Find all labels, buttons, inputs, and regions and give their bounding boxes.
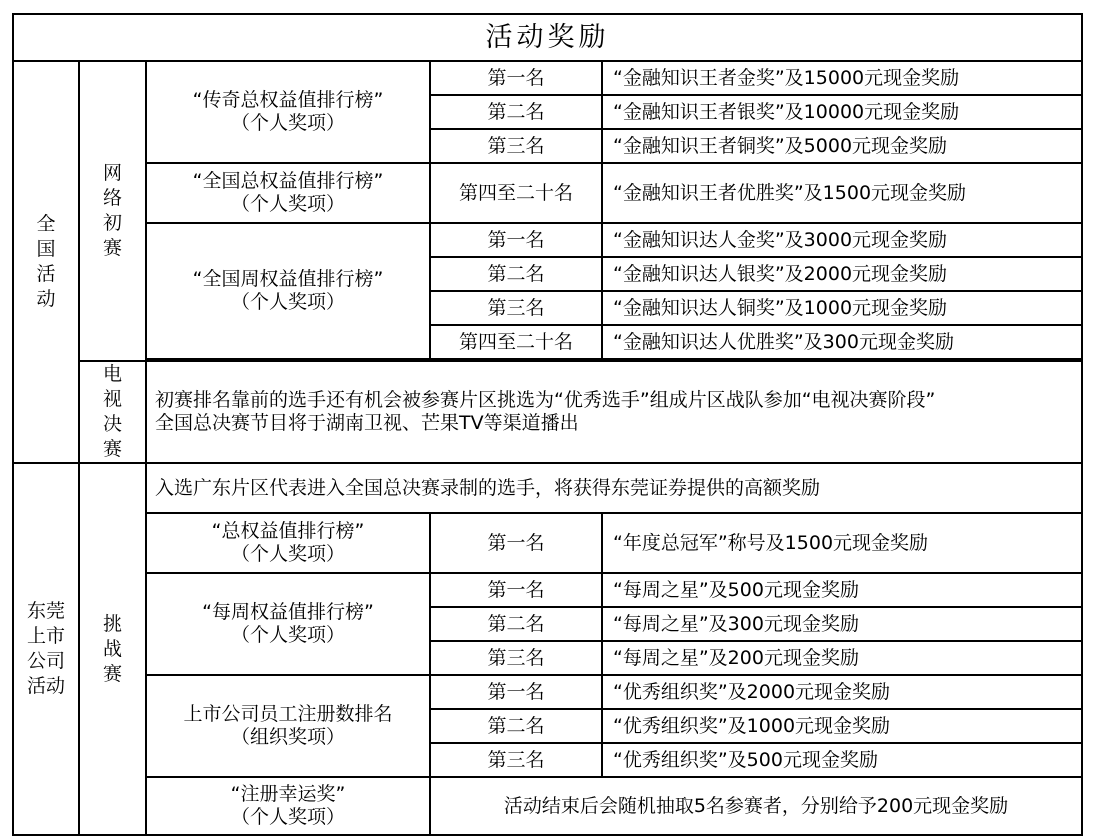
table-row <box>13 513 1082 573</box>
board-type: （个人奖项） <box>230 806 345 828</box>
rank-cell: 第四至二十名 <box>430 325 602 359</box>
reward-table <box>12 13 1083 836</box>
reward-cell: “金融知识达人银奖”及2000元现金奖励 <box>602 257 1082 291</box>
ranking-board-name <box>146 163 430 223</box>
board-title: “全国周权益值排行榜” <box>192 268 384 290</box>
reward-cell: “金融知识达人金奖”及3000元现金奖励 <box>602 223 1082 257</box>
reward-cell: “每周之星”及200元现金奖励 <box>602 641 1082 675</box>
ranking-board-name <box>146 675 430 777</box>
reward-cell: “金融知识王者金奖”及15000元现金奖励 <box>602 61 1082 95</box>
rank-cell: 第一名 <box>430 61 602 95</box>
reward-cell: “年度总冠军”称号及1500元现金奖励 <box>602 513 1082 573</box>
board-type: （个人奖项） <box>230 112 345 134</box>
board-type: （组织奖项） <box>230 726 345 748</box>
table-row <box>13 61 1082 95</box>
table-row <box>13 675 1082 709</box>
table-row <box>13 463 1082 513</box>
tv-final-text-2: 全国总决赛节目将于湖南卫视、芒果TV等渠道播出 <box>155 412 579 434</box>
tv-final-text-1: 初赛排名靠前的选手还有机会被参赛片区挑选为“优秀选手”组成片区战队参加“电视决赛阶段” <box>155 389 936 411</box>
board-title: “总权益值排行榜” <box>211 520 365 542</box>
board-title: “注册幸运奖” <box>230 783 346 805</box>
table-row <box>13 777 1082 835</box>
rank-cell: 第三名 <box>430 291 602 325</box>
lucky-draw-reward: 活动结束后会随机抽取5名参赛者，分别给予200元现金奖励 <box>430 777 1082 835</box>
reward-cell: “金融知识达人铜奖”及1000元现金奖励 <box>602 291 1082 325</box>
rank-cell: 第一名 <box>430 573 602 607</box>
rank-cell: 第二名 <box>430 95 602 129</box>
reward-cell: “每周之星”及500元现金奖励 <box>602 573 1082 607</box>
reward-cell: “金融知识达人优胜奖”及300元现金奖励 <box>602 325 1082 359</box>
board-title: “全国总权益值排行榜” <box>192 170 384 192</box>
rank-cell: 第四至二十名 <box>430 163 602 223</box>
board-type: （个人奖项） <box>230 193 345 215</box>
rank-cell: 第一名 <box>430 223 602 257</box>
board-type: （个人奖项） <box>230 543 345 565</box>
reward-cell: “优秀组织奖”及1000元现金奖励 <box>602 709 1082 743</box>
table-title: 活动奖励 <box>13 14 1082 61</box>
category-national: 全 国 活 动 <box>13 61 79 463</box>
ranking-board-name <box>146 61 430 163</box>
rank-cell: 第二名 <box>430 709 602 743</box>
rank-cell: 第一名 <box>430 513 602 573</box>
board-title: “每周权益值排行榜” <box>202 601 374 623</box>
ranking-board-name <box>146 223 430 359</box>
subcategory-prelim: 网 络 初 赛 <box>79 61 146 361</box>
table-row <box>13 573 1082 607</box>
ranking-board-name <box>146 513 430 573</box>
table-row <box>13 163 1082 223</box>
board-title: “传奇总权益值排行榜” <box>192 89 384 111</box>
ranking-board-name <box>146 573 430 675</box>
challenge-intro: 入选广东片区代表进入全国总决赛录制的选手，将获得东莞证券提供的高额奖励 <box>146 463 1082 513</box>
table-row <box>13 223 1082 257</box>
rank-cell: 第三名 <box>430 743 602 777</box>
table-row <box>13 361 1082 463</box>
rank-cell: 第三名 <box>430 129 602 163</box>
subcategory-challenge: 挑 战 赛 <box>79 463 146 835</box>
category-dongguan: 东莞 上市 公司 活动 <box>13 463 79 835</box>
subcategory-tv-final: 电视 决赛 <box>79 361 146 463</box>
rank-cell: 第二名 <box>430 257 602 291</box>
board-type: （个人奖项） <box>230 291 345 313</box>
reward-cell: “优秀组织奖”及2000元现金奖励 <box>602 675 1082 709</box>
rank-cell: 第二名 <box>430 607 602 641</box>
reward-cell: “每周之星”及300元现金奖励 <box>602 607 1082 641</box>
board-title: 上市公司员工注册数排名 <box>183 703 393 725</box>
reward-cell: “金融知识王者银奖”及10000元现金奖励 <box>602 95 1082 129</box>
rank-cell: 第三名 <box>430 641 602 675</box>
title-row <box>13 14 1082 61</box>
rank-cell: 第一名 <box>430 675 602 709</box>
board-type: （个人奖项） <box>230 624 345 646</box>
ranking-board-name <box>146 777 430 835</box>
tv-final-note <box>146 361 1082 463</box>
reward-cell: “金融知识王者优胜奖”及1500元现金奖励 <box>602 163 1082 223</box>
reward-cell: “金融知识王者铜奖”及5000元现金奖励 <box>602 129 1082 163</box>
reward-cell: “优秀组织奖”及500元现金奖励 <box>602 743 1082 777</box>
